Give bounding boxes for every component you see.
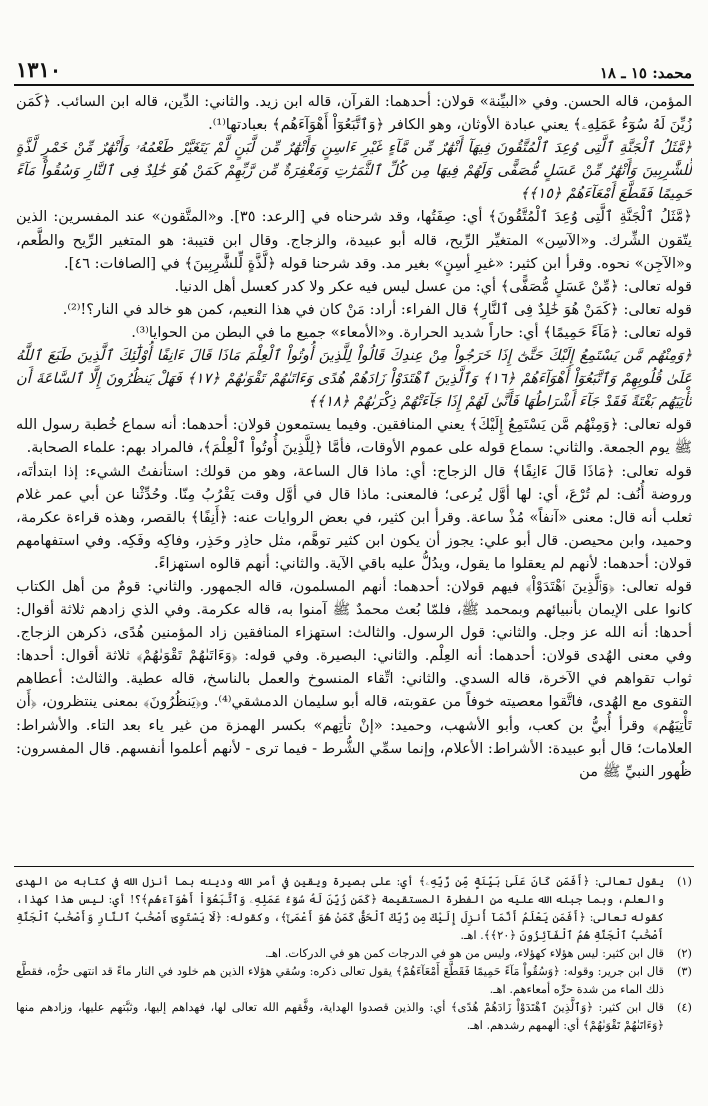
footnotes (16, 872, 692, 1097)
commentary-paragraph: قوله تعالى: ﴿وَٱلَّذِينَ ٱهْتَدَوْاْ﴾ فيهم قولان: أحدهما: أنهم المسلمون، قاله الجمهور. والثاني: قومٌ من أهل الكتاب كانوا على الإيمان بأنبيائهم وبمحمد ﷺ، فلمّا بُعث محمدٌ ﷺ آمنوا به، قاله عكرمة. وفي الذي زادهم ثلاثة أقوال: أحدها: أنه الله عز وجل. والثاني: قول الرسول. والثالث: استهزاء المنافقين زاد المؤمنين هُدًى، ذكرهن الزجاج. وفي معنى الهُدى قولان: أحدهما: أنه العِلْم. والثاني: البصيرة. وفي قوله: ﴿وَءَاتَىٰهُمْ تَقْوَىٰهُمْ﴾ ثلاثة أقوال: أحدها: ثواب تقواهم في الآخرة، قاله السدي. والثاني: اتِّقاء المنسوخ والعمل بالناسخ، قاله عطية. والثالث: أعطاهم التقوى مع الهُدى، فاتَّقوا معصيته خوفاً من عقوبته، قاله أبو سليمان الدمشقي⁽⁴⁾. و﴿يَنظُرُونَ﴾ بمعنى ينتظرون، ﴿أَن تَأْتِيَهُم﴾ وقرأ أُبيُّ بن كعب، وأبو الأشهب، وحميد: «إنْ تأتِهم» بكسر الهمزة من غير ياء بعد التاء. والأشراط: العلامات؛ قال أبو عبيدة: الأشراط: الأعلام، وإنما سمِّي الشُّرط - فيما ترى - لأنهم أعلموا أنفسهم. قال المفسرون: ظُهور النبيِّ ﷺ من (16, 577, 692, 780)
footnote (16, 872, 692, 944)
surah-reference: محمد: ١٥ ـ ١٨ (599, 64, 692, 82)
footnote-rule (14, 866, 694, 867)
commentary-paragraph: قوله تعالى: ﴿كَمَنْ هُوَ خَٰلِدٌ فِى ٱلنَّارِ﴾ قال الفراء: أراد: مَنْ كان في هذا النعيم، كمن هو خالد في النار؟!⁽²⁾. (62, 300, 692, 318)
page-header (16, 54, 692, 82)
footnote-number: (١) (676, 874, 692, 888)
footnote-text: قال ابن كثير: ﴿وَٱلَّذِينَ ٱهْتَدَوْاْ زَادَهُمْ هُدًى﴾ أي: والذين قصدوا الهداية، وفَّقهم الله تعالى لها، فهداهم إليها، وثبَّتهم عليها، وزادهم منها ﴿وَءَاتَىٰهُمْ تَقْوَىٰهُمْ﴾ أي: ألهمهم رشدهم. اهـ. (16, 1000, 664, 1032)
footnote-text: قال ابن جرير: وقوله: ﴿وَسُقُواْ مَآءً حَمِيمًا فَقَطَّعَ أَمْعَآءَهُمْ﴾ يقول تعالى ذكره: وسُقي هؤلاء الذين هم خلود في النار ماءً قد انتهى حرُّه، فقطَّع ذلك الماء من شدة حرِّه أمعاءهم. اهـ. (16, 964, 664, 996)
commentary-paragraph: قوله تعالى: ﴿مَاذَا قَالَ ءَانِفًا﴾ قال الزجاج: أي: ماذا قال الساعة، وهو من قولك: استأنفتُ الشيء: إذا ابتدأتَه، وروضة أُنُف: لم تُرْعَ، أي: لها أوَّل يُرعى؛ فالمعنى: ماذا قال في أوَّل وقت يَقْرُبُ مِنّا. وحُدِّثْنا عن أبي عمر غلام ثعلب أنه قال: معنى «آنفاً» مُذْ ساعة. وقرأ ابن كثير، في بعض الروايات عنه: ﴿أَنِفًا﴾ بالقصر، وهذه قراءة عكرمة، وحميد، وابن محيصن. قال أبو علي: يجوز أن يكون ابن كثير توهَّم، مثل حاذِر وحَذِر، وفاكِه وفَكِه. وفي استفهامهم قولان: أحدهما: لأنهم لم يعقلوا ما يقول، ويدُلُّ عليه باقي الآية. والثاني: أنهم قالوه استهزاءً. (16, 462, 692, 572)
quran-verse-block: ﴿وَمِنْهُم مَّن يَسْتَمِعُ إِلَيْكَ حَتَّىٰٓ إِذَا خَرَجُواْ مِنْ عِندِكَ قَالُواْ لِلَّذِينَ أُوتُواْ ٱلْعِلْمَ مَاذَا قَالَ ءَانِفًا أُوْلَٰٓئِكَ ٱلَّذِينَ طَبَعَ ٱللَّهُ عَلَىٰ قُلُوبِهِمْ وَٱتَّبَعُوٓاْ أَهْوَآءَهُمْ ﴿١٦﴾ وَٱلَّذِينَ ٱهْتَدَوْاْ زَادَهُمْ هُدًى وَءَاتَىٰهُمْ تَقْوَىٰهُمْ ﴿١٧﴾ فَهَلْ يَنظُرُونَ إِلَّا ٱلسَّاعَةَ أَن تَأْتِيَهُم بَغْتَةً فَقَدْ جَآءَ أَشْرَاطُهَا فَأَنَّىٰ لَهُمْ إِذَا جَآءَتْهُمْ ذِكْرَىٰهُمْ ﴿١٨﴾﴾ (16, 347, 692, 411)
page-number: ١٣١٠ (16, 57, 62, 82)
header-rule (14, 84, 694, 86)
commentary-body (16, 90, 692, 858)
quran-verse-block: ﴿مَّثَلُ ٱلْجَنَّةِ ٱلَّتِى وُعِدَ ٱلْمُتَّقُونَ فِيهَآ أَنْهَٰرٌ مِّن مَّآءٍ غَيْرِ ءَاسِنٍ وَأَنْهَٰرٌ مِّن لَّبَنٍ لَّمْ يَتَغَيَّرْ طَعْمُهُۥ وَأَنْهَٰرٌ مِّنْ خَمْرٍ لَّذَّةٍ لِّلشَّٰرِبِينَ وَأَنْهَٰرٌ مِّنْ عَسَلٍ مُّصَفًّى وَلَهُمْ فِيهَا مِن كُلِّ ٱلثَّمَرَٰتِ وَمَغْفِرَةٌ مِّن رَّبِّهِمْ كَمَنْ هُوَ خَٰلِدٌ فِى ٱلنَّارِ وَسُقُواْ مَآءً حَمِيمًا فَقَطَّعَ أَمْعَآءَهُمْ ﴿١٥﴾﴾ (16, 139, 692, 203)
footnote-number: (٣) (676, 964, 692, 978)
commentary-paragraph: ﴿مَّثَلُ ٱلْجَنَّةِ ٱلَّتِى وُعِدَ ٱلْمُتَّقُونَ﴾ أي: صِفَتُها، وقد شرحناه في [الرعد: ٣٥]. و«المتَّقون» عند المفسرين: الذين يتّقون الشِّرك. و«الآسِن» المتغيِّر الرِّيح، قاله أبو عبيدة، والزجاج. وقال ابن قتيبة: هو المتغير الرِّيح والطَّعم، و«الآجِن» نحوه. وقرأ ابن كثير: «غيرِ أسِنٍ» بغير مد. وقد شرحنا قوله ﴿لَّذَّةٍ لِّلشَّٰرِبِينَ﴾ في [الصافات: ٤٦]. (16, 208, 692, 272)
commentary-paragraph: قوله تعالى: ﴿مَآءً حَمِيمًا﴾ أي: حاراً شديد الحرارة. و«الأمعاء» جميع ما في البطن من الحوايا⁽³⁾. (131, 323, 692, 341)
commentary-paragraph: قوله تعالى: ﴿وَمِنْهُم مَّن يَسْتَمِعُ إِلَيْكَ﴾ يعني المنافقين. وفيما يستمعون قولان: أحدهما: أنه سماع خُطبة رسول الله ﷺ يوم الجمعة. والثاني: سماع قوله على عموم الأوقات، فأمَّا ﴿لِلَّذِينَ أُوتُواْ ٱلْعِلْمَ﴾، فالمراد بهم: علماء الصحابة. (16, 416, 692, 457)
footnote-number: (٤) (676, 1000, 692, 1014)
footnote (16, 998, 692, 1034)
footnote-number: (٢) (676, 946, 692, 960)
commentary-paragraph: قوله تعالى: ﴿مِّنْ عَسَلٍ مُّصَفًّى﴾ أي: من عسل ليس فيه عكر ولا كدر كعسل أهل الدنيا. (174, 277, 692, 295)
footnote-text: يقول تعالى: ﴿أَفَمَن كَانَ عَلَىٰ بَيِّنَةٍ مِّن رَّبِّهِۦ﴾ أي: على بصيرة ويقين في أمر الله ودينه بما أنزل الله في كتابه من الهدى والعلم، وبما جبله الله عليه من الفطرة المستقيمة ﴿كَمَن زُيِّنَ لَهُ سُوٓءُ عَمَلِهِۦ وَٱتَّبَعُوٓاْ أَهْوَآءَهُم﴾؟! أي: ليس هذا كهذا، كقوله تعالى: ﴿أَفَمَن يَعْلَمُ أَنَّمَآ أُنزِلَ إِلَيْكَ مِن رَّبِّكَ ٱلْحَقُّ كَمَنْ هُوَ أَعْمَىٰٓ﴾، وكقوله: ﴿لَا يَسْتَوِىٓ أَصْحَٰبُ ٱلنَّارِ وَأَصْحَٰبُ ٱلْجَنَّةِ أَصْحَٰبُ ٱلْجَنَّةِ هُمُ ٱلْفَآئِزُونَ ﴿٢٠﴾﴾. اهـ. (16, 874, 664, 942)
commentary-paragraph: المؤمن، قاله الحسن. وفي «البيِّنة» قولان: أحدهما: القرآن، قاله ابن زيد. والثاني: الدِّين، قاله ابن السائب. ﴿كَمَن زُيِّنَ لَهُ سُوٓءُ عَمَلِهِۦ﴾ يعني عبادة الأوثان، وهو الكافر ﴿وَٱتَّبَعُوٓاْ أَهْوَآءَهُم﴾ بعبادتها⁽¹⁾. (16, 93, 692, 134)
footnote (16, 962, 692, 998)
footnote-text: قال ابن كثير: ليس هؤلاء كهؤلاء، وليس من هو في الدرجات كمن هو في الدركات. اهـ. (264, 946, 664, 960)
footnote (16, 944, 692, 962)
